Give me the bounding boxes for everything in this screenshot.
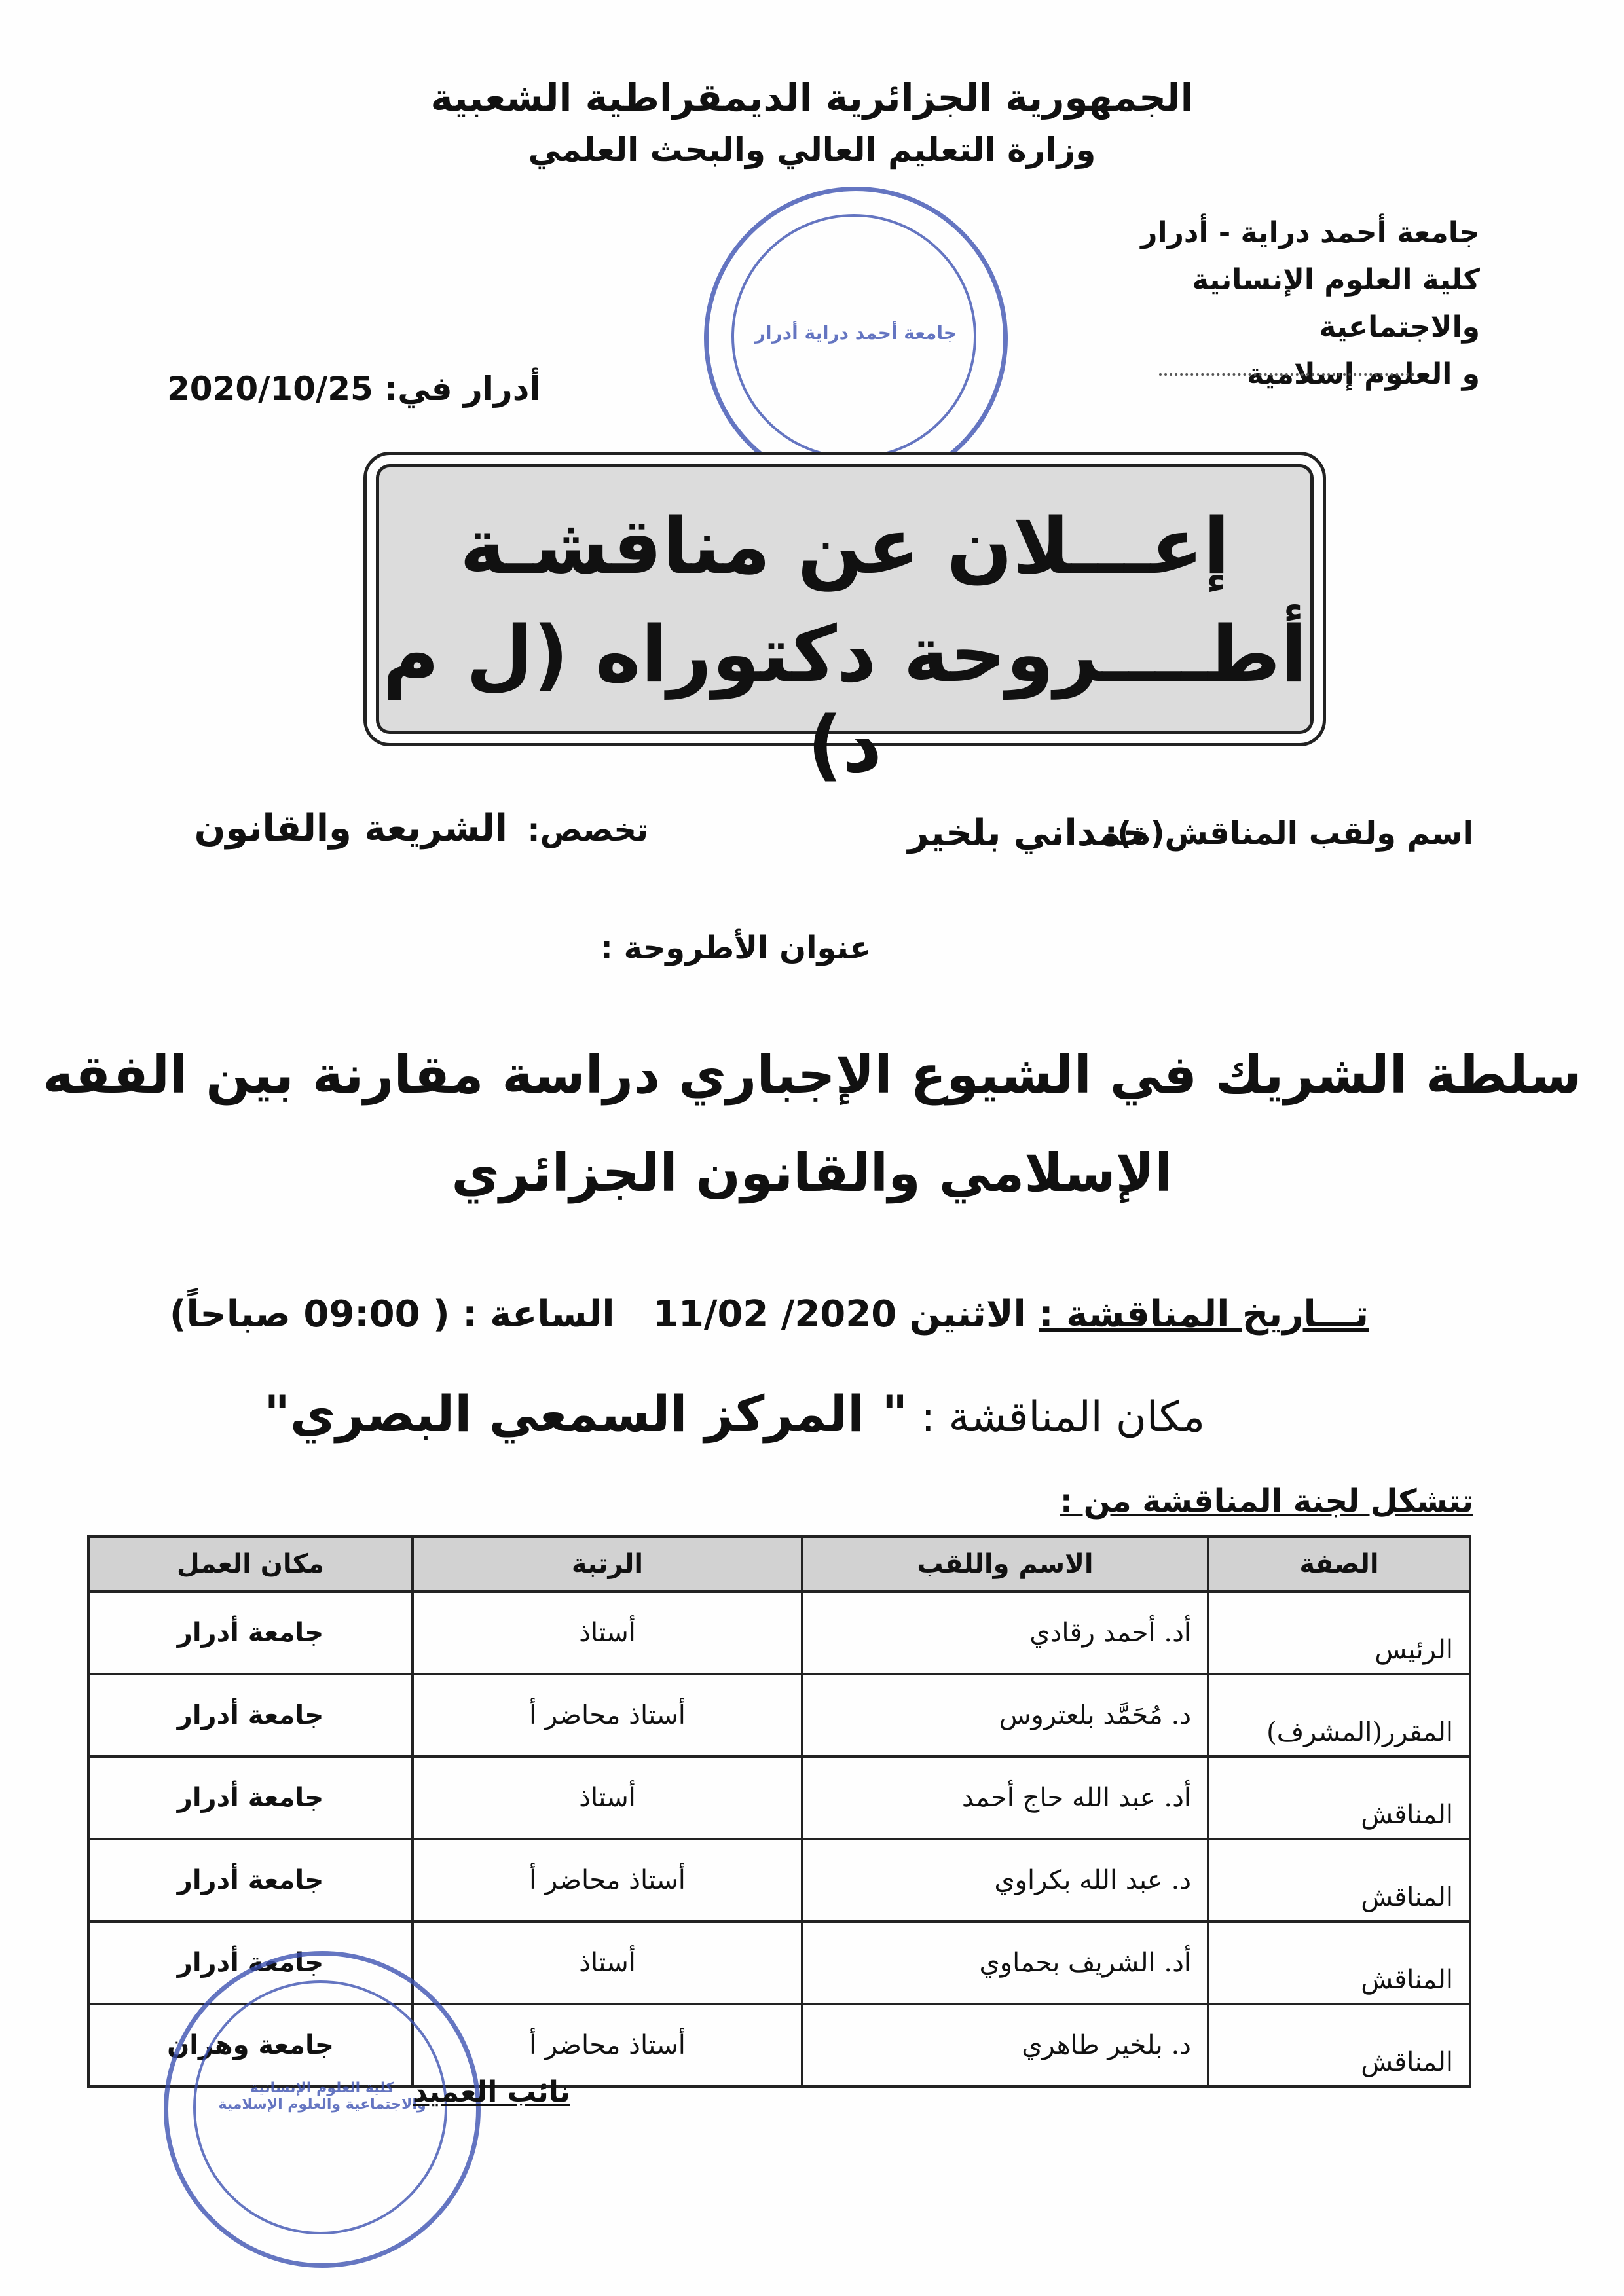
university-name: جامعة أحمد دراية - أدرار bbox=[1141, 216, 1480, 249]
defense-day: الاثنين bbox=[909, 1293, 1026, 1336]
header-role: الصفة bbox=[1208, 1537, 1470, 1592]
thesis-title-label: عنوان الأطروحة : bbox=[600, 930, 871, 966]
date-value: 2020/10/25 bbox=[167, 370, 373, 408]
candidate-label: اسم ولقب المناقش(ة): bbox=[1105, 815, 1473, 852]
header-name: الاسم واللقب bbox=[802, 1537, 1208, 1592]
reference-dotted-line bbox=[1159, 373, 1414, 376]
defense-time: ( 09:00 صباحاً) bbox=[169, 1293, 450, 1336]
defense-date-label: تـــاريخ المناقشة : bbox=[1039, 1293, 1369, 1336]
stamp-text: جامعة أحمد دراية أدرار bbox=[754, 322, 957, 344]
header-workplace: مكان العمل bbox=[88, 1537, 413, 1592]
defense-date: 2020/ 11/02 bbox=[653, 1293, 897, 1336]
ministry-heading: وزارة التعليم العالي والبحث العلمي bbox=[528, 131, 1096, 169]
committee-label: تتشكل لجنة المناقشة من : bbox=[1060, 1483, 1473, 1520]
member-name: أد. أحمد رقادي bbox=[802, 1592, 1208, 1674]
member-rank: أستاذ bbox=[413, 1922, 802, 2004]
defense-datetime bbox=[170, 1293, 1369, 1336]
table-header-row bbox=[88, 1537, 1470, 1592]
candidate-name: حمداني بلخير bbox=[908, 812, 1149, 854]
member-name: أد. عبد الله حاج أحمد bbox=[802, 1757, 1208, 1839]
defense-place-value: " المركز السمعي البصري" bbox=[264, 1385, 908, 1443]
thesis-title-cont: الإسلامي والقانون الجزائري bbox=[451, 1142, 1173, 1203]
member-name: د. بلخير طاهري bbox=[802, 2004, 1208, 2086]
member-name: أد. الشريف بحماوي bbox=[802, 1922, 1208, 2004]
member-rank: أستاذ bbox=[413, 1757, 802, 1839]
member-name: د. عبد الله بكراوي bbox=[802, 1839, 1208, 1922]
defense-place bbox=[264, 1385, 1205, 1443]
member-role: المقرر(المشرف) bbox=[1208, 1674, 1470, 1757]
member-role: المناقش bbox=[1208, 2004, 1470, 2086]
member-workplace: جامعة أدرار bbox=[88, 1922, 413, 2004]
faculty-name: كلية العلوم الإنسانية والاجتماعية bbox=[1192, 263, 1480, 344]
stamp-text: كلية العلوم الإنسانية والاجتماعية والعلوم الإسلامية bbox=[218, 2080, 426, 2113]
member-workplace: جامعة وهران bbox=[88, 2004, 413, 2086]
member-rank: أستاذ محاضر أ bbox=[413, 2004, 802, 2086]
member-rank: أستاذ محاضر أ bbox=[413, 1674, 802, 1757]
member-rank: أستاذ bbox=[413, 1592, 802, 1674]
announcement-title: إعـــلان عن مناقشـة bbox=[459, 501, 1230, 591]
table-row bbox=[88, 1757, 1470, 1839]
member-role: المناقش bbox=[1208, 1839, 1470, 1922]
republic-heading: الجمهورية الجزائرية الديمقراطية الشعبية bbox=[430, 75, 1194, 120]
table-row bbox=[88, 1674, 1470, 1757]
member-role: الرئيس bbox=[1208, 1592, 1470, 1674]
header-rank: الرتبة bbox=[413, 1537, 802, 1592]
defense-place-label: مكان المناقشة : bbox=[921, 1393, 1205, 1442]
member-role: المناقش bbox=[1208, 1757, 1470, 1839]
table-row bbox=[88, 1592, 1470, 1674]
table-row bbox=[88, 1839, 1470, 1922]
faculty-stamp bbox=[164, 1951, 481, 2268]
university-block bbox=[1022, 210, 1480, 398]
member-name: د. مُحَمَّد بلعتروس bbox=[802, 1674, 1208, 1757]
member-workplace: جامعة أدرار bbox=[88, 1674, 413, 1757]
member-workplace: جامعة أدرار bbox=[88, 1757, 413, 1839]
university-stamp bbox=[704, 187, 1008, 490]
member-workplace: جامعة أدرار bbox=[88, 1839, 413, 1922]
member-role: المناقش bbox=[1208, 1922, 1470, 2004]
faculty-name-cont: و العلوم إسلامية bbox=[1247, 357, 1480, 391]
issue-date bbox=[167, 370, 541, 408]
thesis-title: سلطة الشريك في الشيوع الإجباري دراسة مقارنة بين الفقه bbox=[43, 1044, 1581, 1105]
defense-time-label: الساعة : bbox=[462, 1293, 615, 1336]
date-label: أدرار في: bbox=[384, 370, 541, 408]
specialty-value: الشريعة والقانون bbox=[194, 807, 507, 850]
member-workplace: جامعة أدرار bbox=[88, 1592, 413, 1674]
member-rank: أستاذ محاضر أ bbox=[413, 1839, 802, 1922]
specialty-label: تخصص: bbox=[527, 812, 648, 848]
announcement-subtitle: أطــــروحة دكتوراه (ل م د) bbox=[382, 609, 1307, 790]
vice-dean-signature: نائب العميد bbox=[413, 2075, 570, 2109]
